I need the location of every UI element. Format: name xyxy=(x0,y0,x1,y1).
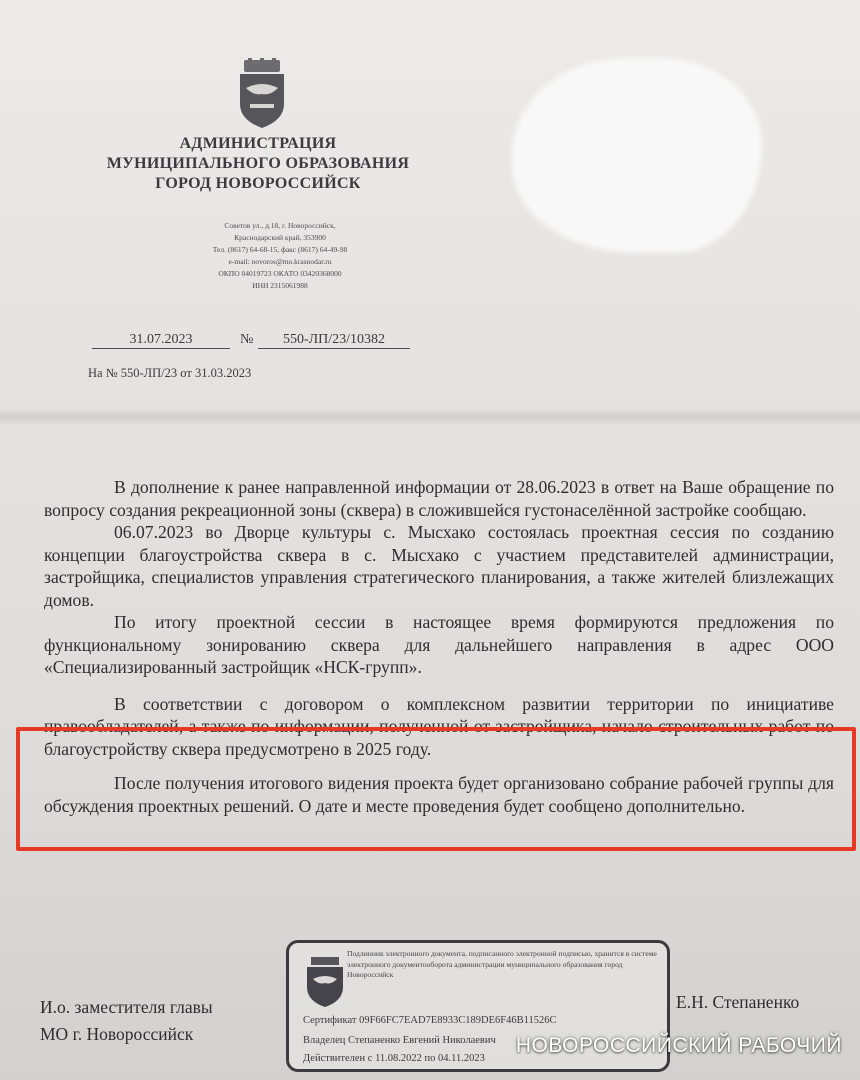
contact-line: ОКПО 04019723 ОКАТО 03420368000 xyxy=(218,269,342,278)
paragraph: После получения итогового видения проекта будет организовано собрание рабочей группы для обсуждения проектных решений. О дате и месте проведения будет сообщено дополнительно. xyxy=(44,773,834,816)
coat-of-arms-icon xyxy=(236,58,288,130)
org-line: АДМИНИСТРАЦИЯ xyxy=(179,135,337,152)
paper-fold xyxy=(0,408,860,426)
document-date: 31.07.2023 xyxy=(92,332,230,349)
highlight-box xyxy=(16,727,856,851)
certificate-number: Сертификат 09F66FC7EAD7E8933C189DE6F46B11526C xyxy=(303,1015,557,1026)
publisher-watermark: НОВОРОССИЙСКИЙ РАБОЧИЙ xyxy=(515,1034,842,1057)
number-sign: № xyxy=(240,332,254,347)
signer-name: Е.Н. Степаненко xyxy=(676,992,800,1012)
coat-of-arms-icon xyxy=(303,957,347,1007)
paragraph: 06.07.2023 во Дворце культуры с. Мысхако состоялась проектная сессия по созданию концепции благоустройства сквера в с. Мысхако с участием представителей администрации, застройщика, специалистов управления стратегического планирования, а также жителей близлежащих домов. xyxy=(44,522,834,610)
contact-details xyxy=(150,220,410,292)
certificate-validity: Действителен с 11.08.2022 по 04.11.2023 xyxy=(303,1053,485,1064)
contact-line: Советов ул., д.18, г. Новороссийск, xyxy=(224,221,336,230)
reference-line: На № 550-ЛП/23 от 31.03.2023 xyxy=(88,366,252,380)
document-number: 550-ЛП/23/10382 xyxy=(258,332,410,349)
position-line: И.о. заместителя главы xyxy=(40,997,213,1017)
highlighted-paragraph: В соответствии с договором о комплексном развитии территории по инициативе правообладателей, а также по информации, полученной от застройщика, начало строительных работ по благоустройству сквера предусмотрено в 2025 году. xyxy=(44,693,834,759)
signatory-position xyxy=(40,994,213,1048)
certificate-owner: Владелец Степаненко Евгений Николаевич xyxy=(303,1035,496,1046)
position-line: МО г. Новороссийск xyxy=(40,1024,194,1044)
redacted-addressee xyxy=(512,58,762,253)
org-line: ГОРОД НОВОРОССИЙСК xyxy=(155,175,361,192)
contact-line: ИНН 2315061988 xyxy=(252,281,308,290)
contact-line: Краснодарский край, 353900 xyxy=(234,233,326,242)
org-line: МУНИЦИПАЛЬНОГО ОБРАЗОВАНИЯ xyxy=(106,155,410,172)
stamp-note: Подлинник электронного документа, подписанного электронной подписью, хранится в системе электронного документооборота администрации муниципального образования город Новороссийск xyxy=(347,949,657,979)
organization-name xyxy=(96,134,420,194)
contact-line: Тел. (8617) 64-68-15, факс (8617) 64-49-98 xyxy=(212,245,348,254)
paragraph: По итогу проектной сессии в настоящее время формируются предложения по функциональному зонированию сквера для дальнейшего направления в адрес ООО «Специализированный застройщик «НСК-групп». xyxy=(44,612,834,677)
contact-line: e-mail: novoros@mo.krasnodar.ru xyxy=(228,257,332,266)
paragraph: В дополнение к ранее направленной информации от 28.06.2023 в ответ на Ваше обращение по вопросу создания рекреационной зоны (сквера) в сложившейся густонаселённой застройке сообщаю. xyxy=(44,477,834,520)
